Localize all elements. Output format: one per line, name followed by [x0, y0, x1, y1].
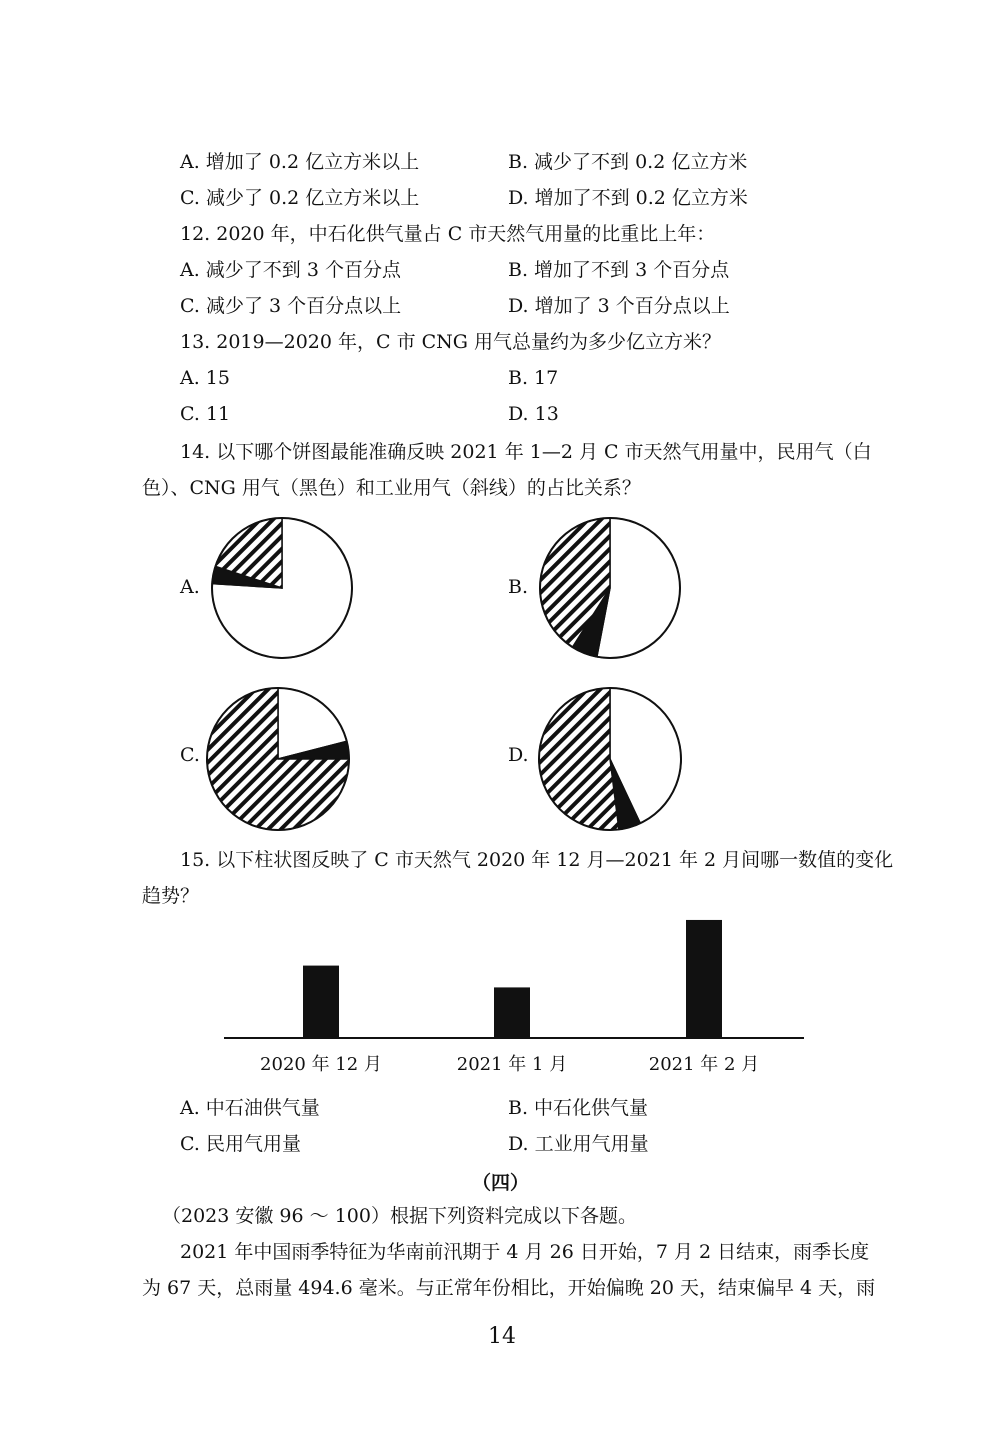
- q12-option-a: A. 减少了不到 3 个百分点: [180, 259, 401, 281]
- page-number: 14: [488, 1324, 516, 1349]
- q15-option-b: B. 中石化供气量: [508, 1097, 649, 1119]
- bar-1: [494, 987, 530, 1038]
- q14-question-line1: 14. 以下哪个饼图最能准确反映 2021 年 1—2 月 C 市天然气用量中，民用气（白: [180, 441, 872, 463]
- pie-slice-hatch: [539, 688, 619, 830]
- bar-2: [686, 920, 722, 1038]
- bar-0: [303, 966, 339, 1038]
- q15-question-line1: 15. 以下柱状图反映了 C 市天然气 2020 年 12 月—2021 年 2 月间哪一数值的变化: [180, 849, 894, 871]
- bar-category-label: 2020 年 12 月: [260, 1054, 382, 1075]
- q15-option-a: A. 中石油供气量: [180, 1097, 320, 1119]
- bar-category-label: 2021 年 2 月: [648, 1054, 760, 1075]
- section-paragraph-line2: 为 67 天，总雨量 494.6 毫米。与正常年份相比，开始偏晚 20 天，结束偏早 4 天，雨: [142, 1277, 876, 1299]
- pie-chart-d: [537, 686, 683, 832]
- pie-chart-c: [205, 686, 351, 832]
- q15-question-line2: 趋势？: [142, 885, 200, 907]
- q11-option-c: C. 减少了 0.2 亿立方米以上: [180, 187, 420, 209]
- q12-option-c: C. 减少了 3 个百分点以上: [180, 295, 402, 317]
- q13-option-a: A. 15: [180, 367, 230, 389]
- bar-chart: [224, 912, 804, 1082]
- pie-chart-b: [538, 516, 682, 660]
- q13-option-d: D. 13: [508, 403, 559, 425]
- pie-c-label: C.: [180, 744, 200, 766]
- q12-question: 12. 2020 年，中石化供气量占 C 市天然气用量的比重比上年：: [180, 223, 716, 245]
- q13-option-b: B. 17: [508, 367, 559, 389]
- bar-category-label: 2021 年 1 月: [456, 1054, 568, 1075]
- pie-chart-a: [210, 516, 354, 660]
- q11-option-a: A. 增加了 0.2 亿立方米以上: [180, 151, 420, 173]
- q12-option-b: B. 增加了不到 3 个百分点: [508, 259, 730, 281]
- q11-option-b: B. 减少了不到 0.2 亿立方米: [508, 151, 748, 173]
- pie-b-label: B.: [508, 576, 529, 598]
- q15-option-c: C. 民用气用量: [180, 1133, 301, 1155]
- q15-option-d: D. 工业用气用量: [508, 1133, 649, 1155]
- pie-d-label: D.: [508, 744, 529, 766]
- q11-option-d: D. 增加了不到 0.2 亿立方米: [508, 187, 748, 209]
- q12-option-d: D. 增加了 3 个百分点以上: [508, 295, 730, 317]
- q13-question: 13. 2019—2020 年，C 市 CNG 用气总量约为多少亿立方米？: [180, 331, 721, 353]
- section-title: （四）: [472, 1172, 530, 1194]
- section-source: （2023 安徽 96 ～ 100）根据下列资料完成以下各题。: [162, 1205, 637, 1227]
- section-paragraph-line1: 2021 年中国雨季特征为华南前汛期于 4 月 26 日开始，7 月 2 日结束，雨季长度: [180, 1241, 870, 1263]
- pie-a-label: A.: [180, 576, 200, 598]
- q14-question-line2: 色）、CNG 用气（黑色）和工业用气（斜线）的占比关系？: [142, 477, 641, 499]
- q13-option-c: C. 11: [180, 403, 231, 425]
